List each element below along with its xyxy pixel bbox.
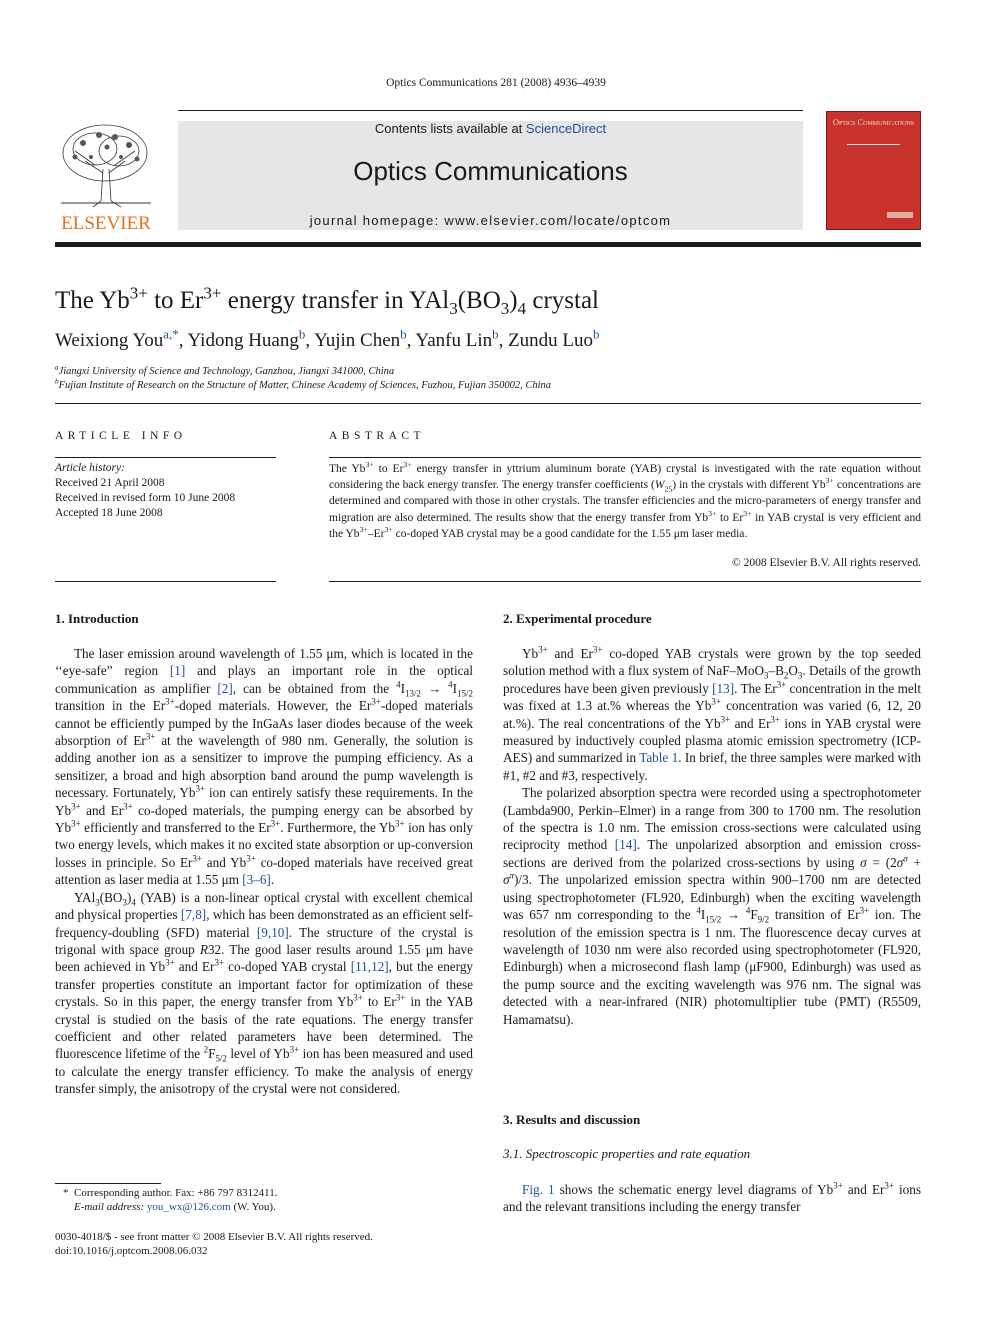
abstract-rule: [329, 457, 921, 458]
results-body: [503, 1181, 921, 1216]
article-info-heading: ARTICLE INFO: [55, 430, 187, 442]
email-link[interactable]: you_wx@126.com: [146, 1201, 231, 1213]
journal-homepage: [178, 213, 803, 228]
journal-cover: [826, 111, 921, 230]
abstract-copyright: © 2008 Elsevier B.V. All rights reserved.: [732, 557, 921, 569]
elsevier-wordmark: ELSEVIER: [61, 213, 151, 233]
article-info-bottom-rule: [55, 581, 276, 582]
front-matter-note: 0030-4018/$ - see front matter © 2008 Elsevier B.V. All rights reserved.: [55, 1231, 373, 1243]
paragraph: The laser emission around wavelength of 1.55 μm, which is located in the ‘‘eye-safe” region [1] and plays an important role in the optical communication as amplifier [2], can be obtained from the $^4I_{13/2} \to ^4I_{15/2}$ transition in the $Er^{3+}$-doped materials. However, the $Er^{3+}$-doped materials cannot be efficiently pumped by the InGaAs laser diodes because of the week absorption of $Er^{3+}$ at the wavelength of 980 nm. Generally, the solution is adding another ion as a sensitizer to improve the pumping efficiency. As a sensitizer, a broad and high absorption band around the pump wavelength is necessary. Fortunately, $Yb^{3+}$ ion can entirely satisfy these requirements. In the $Yb^{3+}$ and $Er^{3+}$ co-doped materials, the pumping energy can be absorbed by $Yb^{3+}$ efficiently and transferred to the $Er^{3+}$. Furthermore, the $Yb^{3+}$ ion has only two energy levels, which makes it no excited state absorption or up-conversion losses in principle. So $Er^{3+}$ and $Yb^{3+}$ co-doped materials have received great attention as laser media at 1.55 μm [3–6].: [55, 646, 474, 888]
cover-title: Optics Communications: [832, 117, 915, 127]
affiliation-a: $^a$Jiangxi University of Science and Technology, Ganzhou, Jiangxi 341000, China: [55, 363, 395, 377]
contents-line: [178, 121, 803, 136]
author-name: Zundu Luo: [508, 330, 594, 351]
email-note: E-mail address: you_wx@126.com (W. You).: [74, 1201, 276, 1213]
author-name: Weixiong You: [55, 330, 164, 351]
header-thick-rule: [55, 242, 921, 247]
article-title: The $Yb^{3+}$ to $Er^{3+}$ energy transfer in $YAl_3(BO_3)_4$ crystal: [55, 283, 599, 318]
article-history: Article history: Received 21 April 2008 Received in revised form 10 June 2008 Accepted 18 June 2008: [55, 462, 236, 519]
introduction-body: [55, 645, 473, 1098]
affiliation-b: $^b$Fujian Institute of Research on the Structure of Matter, Chinese Academy of Sciences, Fuzhou, Fujian 350002, China: [55, 377, 552, 391]
paragraph: Fig. 1 shows the schematic energy level diagrams of $Yb^{3+}$ and $Er^{3+}$ ions and the relevant transitions including the energy transfer: [503, 1180, 921, 1215]
elsevier-logo: [55, 121, 157, 233]
experimental-body: [503, 645, 921, 1028]
author-name: Yanfu Lin: [415, 330, 493, 351]
section-heading-results: 3. Results and discussion: [503, 1112, 641, 1127]
homepage-prefix: journal homepage:: [309, 213, 440, 228]
author-list: Weixiong You$^{a,*}$, Yidong Huang$^b$, Yujin Chen$^b$, Yanfu Lin$^b$, Zundu Luo$^b$: [55, 326, 600, 351]
journal-citation: Optics Communications 281 (2008) 4936–4939: [386, 77, 606, 89]
article-info-rule: [55, 457, 276, 458]
contents-prefix: Contents lists available at: [374, 121, 523, 136]
paragraph: $YAl_3(BO_3)_4$ (YAB) is a non-linear optical crystal with excellent chemical and physical properties [7,8], which has been demonstrated as an efficient self-frequency-doubling (SFD) material [9,10]. The structure of the crystal is trigonal with space group R32. The good laser results around 1.55 μm have been achieved in $Yb^{3+}$ and $Er^{3+}$ co-doped YAB crystal [11,12], but the energy transfer properties constitute an important factor for optimization of these crystals. So in this paper, the energy transfer from $Yb^{3+}$ to $Er^{3+}$ in the YAB crystal is studied on the basis of the rate equations. The energy transfer coefficient and other related parameters have been determined. The fluorescence lifetime of the $^2F_{5/2}$ level of $Yb^{3+}$ ion has been measured and used to calculate the energy transfer efficiency. To make the analysis of energy transfer simply, the anisotropy of the crystal were not considered.: [55, 889, 474, 1097]
journal-name: Optics Communications: [353, 156, 628, 186]
author-name: Yujin Chen: [314, 330, 401, 351]
paragraph: $Yb^{3+}$ and $Er^{3+}$ co-doped YAB crystals were grown by the top seeded solution method with a flux system of NaF–$MoO_3-B_2O_3$. Details of the growth procedures have been given previously [13]. The $Er^{3+}$ concentration in the melt was fixed at 1.3 at.% whereas the $Yb^{3+}$ concentration was varied (6, 12, 20 at.%). The real concentrations of the $Yb^{3+}$ and $Er^{3+}$ ions in YAB crystal were measured by inductively coupled plasma atomic emission spectrometry (ICP-AES) and summarized in Table 1. In brief, the three samples were marked with #1, #2 and #3, respectively.: [503, 644, 922, 783]
corresponding-author-note: * Corresponding author. Fax: +86 797 8312411.: [63, 1187, 278, 1199]
affiliation-rule: [55, 403, 921, 404]
section-heading-introduction: 1. Introduction: [55, 611, 139, 626]
header-top-rule: [178, 110, 803, 111]
abstract-bottom-rule: [329, 581, 921, 582]
section-heading-experimental: 2. Experimental procedure: [503, 611, 652, 626]
elsevier-tree-icon: [55, 121, 157, 233]
subsection-heading: 3.1. Spectroscopic properties and rate equation: [503, 1146, 751, 1161]
paragraph: The polarized absorption spectra were recorded using a spectrophotometer (Lambda900, Perkin–Elmer) in a range from 300 to 1700 nm. The resolution of the spectra is 1.0 nm. The emission cross-sections were calculated using reciprocity method [14]. The unpolarized absorption and emission cross-sections are derived from the polarized cross-sections by using $\sigma = (2\sigma^\sigma + \sigma^\pi)/3$. The unpolarized emission spectra within 900–1700 nm are detected using spectrophotometer (FL920, Edinburgh) when the exciting wavelength was 657 nm corresponding to the $^4I_{15/2} \to ^4F_{9/2}$ transition of $Er^{3+}$ ion. The resolution of the emission spectra is 1 nm. The fluorescence decay curves at wavelength of 1030 nm were also recorded using spectrophotometer (FL920, Edinburgh) when a microsecond flash lamp (μF900, Edinburgh) was used as the pump source and the exciting wavelength was 976 nm. The signal was detected with a near-infrared (NIR) photomultiplier tube (PMT) (R5509, Hamamatsu).: [503, 785, 922, 1027]
doi[interactable]: doi:10.1016/j.optcom.2008.06.032: [55, 1245, 208, 1257]
sciencedirect-link[interactable]: ScienceDirect: [525, 121, 607, 136]
abstract-text: The $Yb^{3+}$ to $Er^{3+}$ energy transfer in yttrium aluminum borate (YAB) crystal is investigated with the rate equation without considering the back energy transfer. The energy transfer coefficients $(W_{25})$ in the crystals with different $Yb^{3+}$ concentrations are determined and compared with those in other crystals. The transfer efficiencies and the micro-parameters of energy transfer and migration are also determined. The results show that the energy transfer from $Yb^{3+}$ to $Er^{3+}$ in YAB crystal is very efficient and the $Yb^{3+}-Er^{3+}$ co-doped YAB crystal may be a good candidate for the 1.55 μm laser media.: [329, 460, 922, 540]
abstract-heading: ABSTRACT: [329, 430, 426, 442]
author-name: Yidong Huang: [187, 330, 299, 351]
homepage-link[interactable]: www.elsevier.com/locate/optcom: [444, 213, 672, 228]
footnote-rule: [55, 1183, 161, 1184]
